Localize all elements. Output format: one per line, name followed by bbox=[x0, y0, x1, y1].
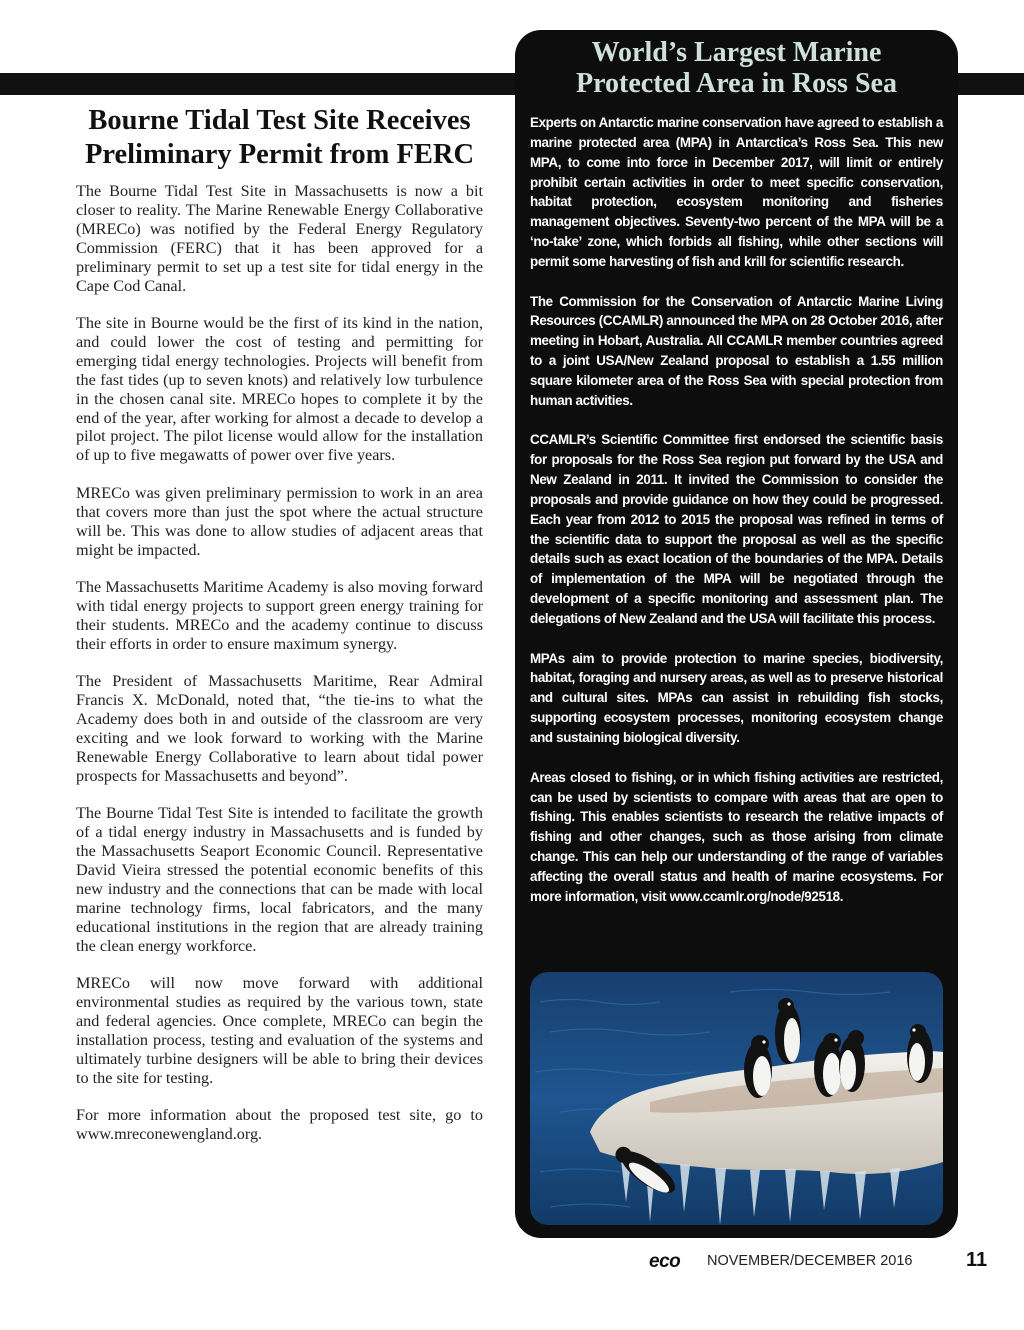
penguin-photo bbox=[530, 972, 943, 1225]
article-title-line-1: Bourne Tidal Test Site Receives bbox=[88, 105, 471, 136]
article-paragraph: For more information about the proposed test site, go to www.mreconewengland.org. bbox=[76, 1106, 483, 1144]
article-paragraph: MRECo was given preliminary permission to work in an area that covers more than just the spot where the actual structure will be. This was done to allow studies of adjacent areas that might be impacted. bbox=[76, 483, 483, 559]
article-paragraph: The Bourne Tidal Test Site is intended to facilitate the growth of a tidal energy industry in Massachusetts and is funded by the Massachusetts Seaport Economic Council. Representative David Vieira stressed the potential economic benefits of this new industry and the connections that can be made with local marine technology firms, local fabricators, and the many educational institutions in the region that are already training the clean energy workforce. bbox=[76, 804, 483, 955]
left-article bbox=[76, 104, 483, 1163]
sidebar-body bbox=[530, 113, 943, 926]
article-title bbox=[76, 104, 483, 172]
article-paragraph: MRECo will now move forward with additional environmental studies as required by the various town, state and federal agencies. Once complete, MRECo can begin the installation process, testing and evaluation of the systems and ultimately turbine designers will be able to bring their devices to the site for testing. bbox=[76, 974, 483, 1087]
article-paragraph: The Massachusetts Maritime Academy is also moving forward with tidal energy projects to support green energy training for their students. MRECo and the academy continue to discuss their efforts in order to ensure maximum synergy. bbox=[76, 578, 483, 653]
article-paragraph: The Bourne Tidal Test Site in Massachusetts is now a bit closer to reality. The Marine Renewable Energy Collaborative (MRECo) was notified by the Federal Energy Regulatory Commission (FERC) that it has been approved for a preliminary permit to set up a test site for tidal energy in the Cape Cod Canal. bbox=[76, 182, 483, 295]
sidebar-title-line-2: Protected Area in Ross Sea bbox=[576, 68, 897, 99]
sidebar-paragraph: MPAs aim to provide protection to marine species, biodiversity, habitat, foraging and nursery areas, as well as to preserve historical and cultural sites. MPAs can assist in rebuilding fish stocks, supporting ecosystem processes, monitoring ecosystem change and sustaining biological diversity. bbox=[530, 650, 943, 746]
sidebar-paragraph: CCAMLR’s Scientific Committee first endorsed the scientific basis for proposals for the Ross Sea region put forward by the USA and New Zealand in 2011. It invited the Commission to consider the proposals and provide guidance on how they could be progressed. Each year from 2012 to 2015 the proposal was refined in terms of the scientific data to support the proposal as well as the specific details such as exact location of the boundaries of the MPA. Details of implementation of the MPA will be negotiated through the development of a specific monitoring and assessment plan. The delegations of New Zealand and the USA will facilitate this process. bbox=[530, 432, 943, 626]
sidebar-paragraph: Experts on Antarctic marine conservation have agreed to establish a marine protected area (MPA) in Antarctica’s Ross Sea. This new MPA, to come into force in December 2017, will limit or entirely prohibit certain activities in order to meet specific conservation, habitat protection, ecosystem monitoring and fisheries management objectives. Seventy-two percent of the MPA will be a ‘no-take’ zone, which forbids all fishing, while other sections will permit some harvesting of fish and krill for scientific research. bbox=[530, 115, 943, 269]
article-title-line-2: Preliminary Permit from FERC bbox=[84, 139, 475, 170]
sidebar-box bbox=[515, 30, 958, 1238]
magazine-logo: eco bbox=[649, 1251, 681, 1272]
article-paragraph: The site in Bourne would be the first of its kind in the nation, and could lower the cost of testing and permitting for emerging tidal energy technologies. Projects will benefit from the fast tides (up to seven knots) and relatively low turbulence in the chosen canal site. MRECo hopes to complete it by the end of the year, after working for almost a decade to develop a pilot project. The pilot license would allow for the installation of up to five megawatts of power over five years. bbox=[76, 314, 483, 465]
sidebar-paragraph: The Commission for the Conservation of Antarctic Marine Living Resources (CCAMLR) announced the MPA on 28 October 2016, after meeting in Hobart, Australia. All CCAMLR member countries agreed to a joint USA/New Zealand proposal to establish a 1.55 million square kilometer area of the Ross Sea with special protection from human activities. bbox=[530, 293, 943, 408]
penguins-on-ice-image bbox=[530, 972, 943, 1225]
sidebar-title-line-1: World’s Largest Marine bbox=[591, 37, 882, 68]
sidebar-title bbox=[515, 37, 958, 99]
article-paragraph: The President of Massachusetts Maritime, Rear Admiral Francis X. McDonald, noted that, “the tie-ins to what the Academy does both in and outside of the classroom are very exciting and we look forward to working with the Marine Renewable Energy Collaborative to learn about tidal power prospects for Massachusetts and beyond”. bbox=[76, 672, 483, 785]
issue-date: NOVEMBER/DECEMBER 2016 bbox=[707, 1253, 913, 1269]
page-number: 11 bbox=[966, 1249, 988, 1271]
sidebar-paragraph: Areas closed to fishing, or in which fishing activities are restricted, can be used by scientists to compare with areas that are open to fishing. This enables scientists to research the relative impacts of fishing and other changes, such as those arising from climate change. This can help our understanding of the range of variables affecting the overall status and health of marine ecosystems. For more information, visit www.ccamlr.org/node/92518. bbox=[530, 769, 943, 904]
page-footer bbox=[0, 1251, 1024, 1275]
